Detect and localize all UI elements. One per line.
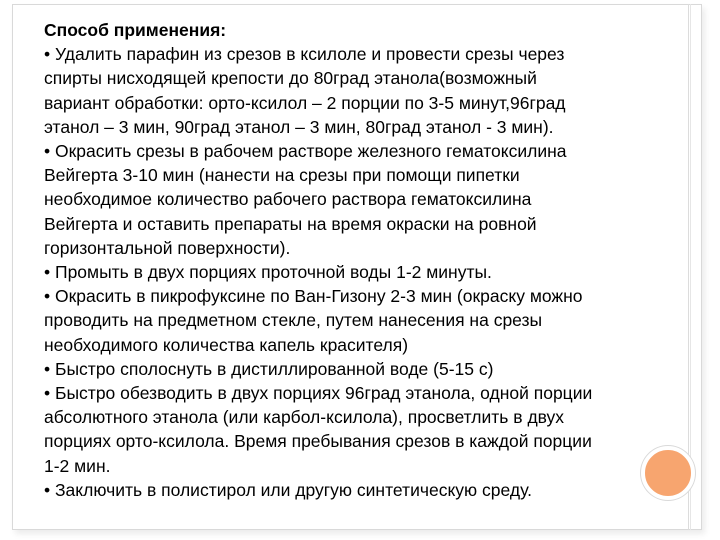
text-line: абсолютного этанола (или карбол-ксилола), просветлить в двух <box>44 407 565 428</box>
text-line: • Окрасить в пикрофуксине по Ван-Гизону 2-3 мин (окраску можно <box>44 286 583 307</box>
text-line: порциях орто-ксилола. Время пребывания срезов в каждой порции <box>44 431 592 452</box>
text-line: • Быстро сполоснуть в дистиллированной воде (5-15 с) <box>44 358 494 379</box>
slide-title: Способ применения: <box>44 20 227 40</box>
text-line: вариант обработки: орто-ксилол – 2 порции по 3-5 минут,96град <box>44 92 566 113</box>
text-line: необходимое количество рабочего раствора гематоксилина <box>44 189 532 210</box>
text-line: Вейгерта и оставить препараты на время окраски на ровной <box>44 213 537 234</box>
text-line: спирты нисходящей крепости до 80град этанола(возможный <box>44 68 537 89</box>
text-line: необходимого количества капель красителя) <box>44 334 409 355</box>
text-line: • Окрасить срезы в рабочем растворе железного гематоксилина <box>44 141 567 162</box>
text-line: 1-2 мин. <box>44 455 111 476</box>
slide-content <box>44 18 684 502</box>
text-line: проводить на предметном стекле, путем нанесения на срезы <box>44 310 543 331</box>
text-line: • Удалить парафин из срезов в ксилоле и провести срезы через <box>44 44 565 65</box>
right-border-line <box>688 4 691 530</box>
text-line: горизонтальной поверхности). <box>44 237 291 258</box>
text-line: Вейгерта 3-10 мин (нанести на срезы при помощи пипетки <box>44 165 520 186</box>
text-line: этанол – 3 мин, 90град этанол – 3 мин, 80град этанол - 3 мин). <box>44 116 554 137</box>
text-line: • Заключить в полистирол или другую синтетическую среду. <box>44 479 532 500</box>
text-line: • Промыть в двух порциях проточной воды 1-2 минуты. <box>44 262 492 283</box>
text-line: • Быстро обезводить в двух порциях 96град этанола, одной порции <box>44 383 593 404</box>
